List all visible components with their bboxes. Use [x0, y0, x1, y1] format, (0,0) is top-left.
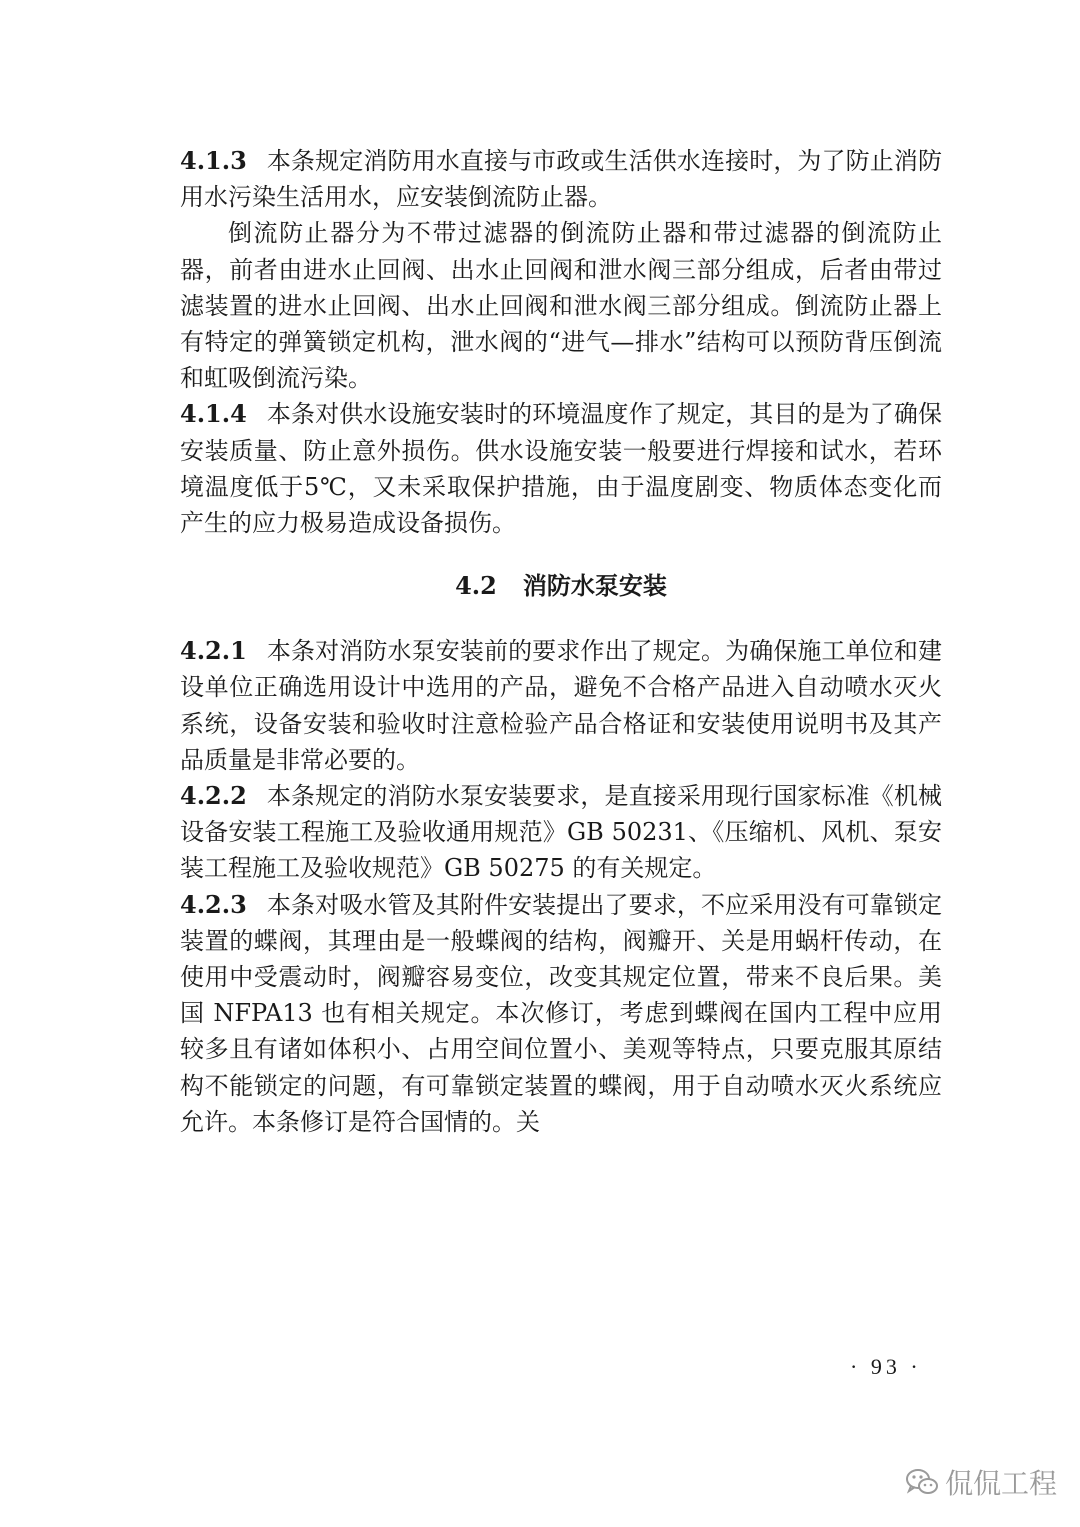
clause-number: 4.2.2 [180, 781, 247, 811]
clause-4-1-3 [180, 143, 942, 215]
section-heading-4-2 [180, 568, 942, 604]
section-number: 4.2 [455, 571, 497, 601]
clause-number: 4.1.4 [180, 399, 247, 429]
clause-4-2-2 [180, 778, 942, 887]
document-body [180, 143, 942, 1140]
watermark [905, 1462, 1057, 1502]
section-title: 消防水泵安装 [522, 572, 667, 601]
clause-number: 4.1.3 [180, 146, 247, 175]
clause-text: 本条对供水设施安装时的环境温度作了规定，其目的是为了确保安装质量、防止意外损伤。供水设施安装一般要进行焊接和试水，若环境温度低于5℃，又未采取保护措施，由于温度剧变、物质体态变化而产生的应力极易造成设备损伤。 [180, 400, 942, 538]
clause-4-2-1 [180, 633, 942, 778]
wechat-icon [905, 1467, 939, 1497]
clause-4-2-3 [180, 887, 942, 1140]
clause-text: 本条规定的消防水泵安装要求，是直接采用现行国家标准《机械设备安装工程施工及验收通用规范》GB 50231、《压缩机、风机、泵安装工程施工及验收规范》GB 50275 的有关规定。 [180, 782, 942, 883]
page-number: · 93 · [850, 1354, 922, 1379]
watermark-text: 侃侃工程 [945, 1467, 1058, 1500]
clause-text: 本条对消防水泵安装前的要求作出了规定。为确保施工单位和建设单位正确选用设计中选用的产品，避免不合格产品进入自动喷水灭火系统，设备安装和验收时注意检验产品合格证和安装使用说明书及其产品质量是非常必要的。 [180, 637, 942, 774]
clause-4-1-3-paragraph-2: 倒流防止器分为不带过滤器的倒流防止器和带过滤器的倒流防止器，前者由进水止回阀、出水止回阀和泄水阀三部分组成，后者由带过滤装置的进水止回阀、出水止回阀和泄水阀三部分组成。倒流防止器上有特定的弹簧锁定机构，泄水阀的“进气—排水”结构可以预防背压倒流和虹吸倒流污染。 [180, 219, 942, 393]
clause-text: 本条规定消防用水直接与市政或生活供水连接时，为了防止消防用水污染生活用水，应安装倒流防止器。 [180, 147, 942, 212]
clause-4-1-4 [180, 396, 942, 541]
clause-number: 4.2.3 [180, 889, 247, 919]
clause-text: 本条对吸水管及其附件安装提出了要求，不应采用没有可靠锁定装置的蝶阀，其理由是一般蝶阀的结构，阀瓣开、关是用蜗杆传动，在使用中受震动时，阀瓣容易变位，改变其规定位置，带来不良后果。美国 NFPA13 也有相关规定。本次修订，考虑到蝶阀在国内工程中应用较多且有诸如体积小、占用空间位置小、美观等特点，只要克服其原结构不能锁定的问题，有可靠锁定装置的蝶阀，用于自动喷水灭火系统应允许。本条修订是符合国情的。关 [180, 890, 942, 1136]
clause-number: 4.2.1 [180, 636, 247, 666]
